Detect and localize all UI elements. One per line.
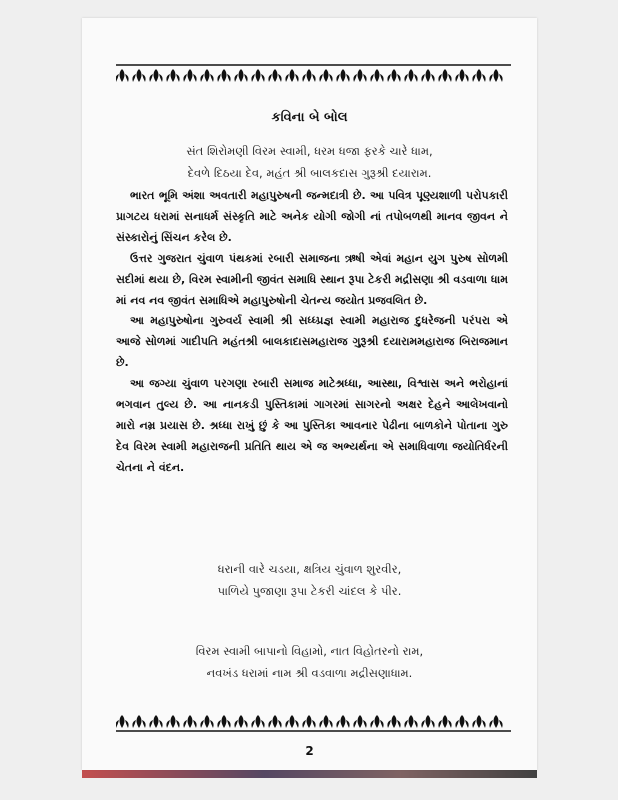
ornament-motif [149, 69, 162, 82]
opening-couplet [82, 140, 537, 184]
couplet-line: સંત શિરોમણી વિરમ સ્વામી, ધરમ ધજા ફરકે ચારે ધામ, [186, 144, 433, 158]
ornament-motif [387, 715, 400, 728]
ornament-motif [200, 715, 213, 728]
ornament-motif [489, 69, 502, 82]
couplet-line: નવખંડ ધરામાં નામ શ્રી વડવાળા મદ્રીસણાધામ. [206, 666, 413, 680]
ornament-motif [455, 69, 468, 82]
ornament-motif [336, 69, 349, 82]
closing-couplet [82, 640, 537, 684]
couplet-line: દેવળે દિઠયા દેવ, મહંત શ્રી બાલકદાસ ગુરૂશ્રી દયારામ. [187, 166, 432, 180]
page-title: કવિના બે બોલ [271, 110, 348, 125]
ornament-motif [251, 69, 264, 82]
ornament-motif [132, 715, 145, 728]
ornament-motif [370, 715, 383, 728]
paragraph: ભારત ભૂમિ અંશા અવતારી મહાપુરુષની જન્મદાત્રી છે. આ પવિત્ર પૂણ્યશાળી પરોપકારી પ્રાગટય ધરામાં સનાધર્મ સંસ્કૃતિ માટે અનેક યોગી જોગી નાં તપોબળથી માનવ જીવન ને સંસ્કારોનું સિંચન કરેલ છે. [116, 189, 508, 244]
ornament-motif [319, 69, 332, 82]
ornament-motif [285, 715, 298, 728]
ornament-motif [353, 69, 366, 82]
ornament-motif [404, 69, 417, 82]
middle-couplet [82, 558, 537, 602]
bottom-ornament-border [116, 708, 511, 734]
ornament-motif [438, 715, 451, 728]
ornament-motif [421, 715, 434, 728]
ornament-motif [268, 69, 281, 82]
ornament-motif [200, 69, 213, 82]
couplet-line: પાળિયે પુજાણા રૂપા ટેકરી ચાંદલ કે પીર. [217, 584, 402, 598]
ornament-motif [234, 715, 247, 728]
ornament-motif [217, 715, 230, 728]
ornament-motif [183, 715, 196, 728]
ornament-motif [353, 715, 366, 728]
top-ornament-border [116, 62, 511, 88]
ornament-motif [268, 715, 281, 728]
ornament-motif [302, 715, 315, 728]
ornament-motif [302, 69, 315, 82]
ornament-motif [319, 715, 332, 728]
book-page [82, 18, 537, 770]
ornament-motif [489, 715, 502, 728]
ornament-motif [404, 715, 417, 728]
page-number: 2 [305, 744, 314, 758]
paragraph: ઉત્તર ગુજરાત ચુંવાળ પંથકમાં રબારી સમાજના ઋષી એવાં મહાન યુગ પુરુષ સોળમી સદીમાં થયા છે, વિરમ સ્વામીની જીવંત સમાધિ સ્થાન રૂપા ટેકરી મદ્રીસણા શ્રી વડવાળા ધામ માં નવ નવ જીવંત સમાધિએ મહાપુરુષોની ચેતન્ય જયોત પ્રજવલિત છે. [116, 251, 508, 307]
ornament-motif [285, 69, 298, 82]
ornament-motif [336, 715, 349, 728]
ornament-motif [472, 715, 485, 728]
body-text [116, 186, 508, 479]
ornament-motif [370, 69, 383, 82]
ornament-motif [217, 69, 230, 82]
ornament-motif [116, 715, 129, 728]
ornament-motif [166, 69, 179, 82]
couplet-line: વિરમ સ્વામી બાપાનો વિહામો, નાત વિહોતરનો રામ, [195, 644, 424, 658]
ornament-motif [166, 715, 179, 728]
ornament-motif [472, 69, 485, 82]
ornament-motif [251, 715, 264, 728]
ornament-motif [116, 69, 129, 82]
paragraph: આ જગ્યા ચુંવાળ પરગણા રબારી સમાજ માટેશ્રધ્ધા, આસ્થા, વિશ્વાસ અને ભરોહાનાં ભગવાન તુલ્ય છે. આ નાનકડી પુસ્તિકામાં ગાગરમાં સાગરનો અક્ષર દેહને આલેખવાનો મારો નમ્ર પ્રયાસ છે. શ્રધ્ધા રાખું છું કે આ પુસ્તિકા આવનાર પેઢીના બાળકોને પોતાના ગુરુ દેવ વિરમ સ્વામી મહારાજની પ્રતિતિ થાય એ જ અભ્યર્થના એ સમાધિવાળા જયોતિર્ધરની ચેતના ને વંદન. [116, 377, 508, 474]
ornament-motif [421, 69, 434, 82]
ornament-motif [149, 715, 162, 728]
couplet-line: ધરાની વારે ચડયા, ક્ષત્રિય ચુંવાળ શુરવીર, [217, 562, 402, 576]
ornament-motif [455, 715, 468, 728]
ornament-motif [438, 69, 451, 82]
ornament-motif [132, 69, 145, 82]
ornament-motif [234, 69, 247, 82]
ornament-motif [183, 69, 196, 82]
ornament-motif [387, 69, 400, 82]
paragraph: આ મહાપુરુષોના ગુરુવર્ય સ્વામી શ્રી સધ્ધ્પ્રજ્ઞ સ્વામી મહારાજ દુધરેજની પરંપરા એ આજે સોળમાં ગાદીપતિ મહંતશ્રી બાલકાદાસમહારાજ ગુરૂશ્રી દયારામમહારાજ બિરાજમાન છે. [116, 314, 508, 370]
